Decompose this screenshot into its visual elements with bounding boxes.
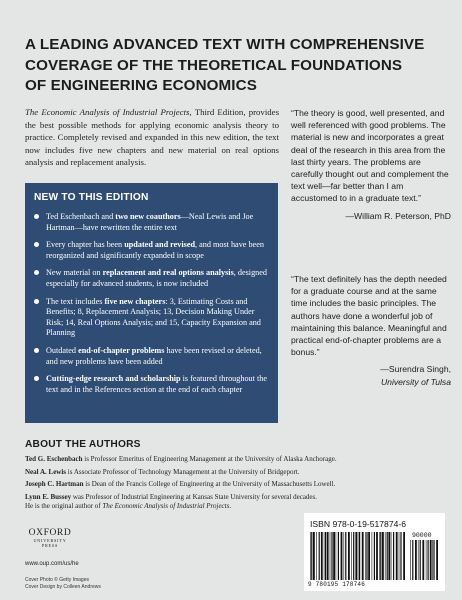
author-name: Lynn E. Bussey [25,492,72,501]
bullet-icon [34,376,39,381]
author-name: Neal A. Lewis [25,467,67,476]
bullet-icon [34,299,39,304]
about-authors [25,455,445,515]
barcode-icon [310,532,406,580]
author-bio: Lynn E. Bussey was Professor of Industrial Engineering at Kansas State University for several decades. [25,492,318,501]
publisher-url[interactable]: www.oup.com/us/he [25,561,79,567]
bullet-icon [34,242,39,247]
new-edition-box [25,183,278,423]
author-bio: Neal A. Lewis is Associate Professor of Technology Management at the University of Bridgeport. [25,467,300,476]
author-name: Joseph C. Hartman [25,480,84,489]
intro-text: , Third Edition, provides the best possible methods for applying economic analysis theory to practice. Completely revised and expanded in this new edition, the text now includes five new chapters and new material on real options analysis and replacement analysis. [25,107,279,168]
bullet-icon [34,270,39,275]
list-item: Cutting-edge research and scholarship is featured throughout the text and in the References section at the end of each chapter [34,374,268,395]
quote-text: “The theory is good, well presented, and well referenced with good problems. The material is new and incorporates a great deal of the research in this area from the last thirty years. The problems are carefully thought out and complement the text well—far better than I am accustomed to in a graduate text.” [291,108,449,204]
barcode-box [304,513,445,591]
barcode-number: 9 780195 178746 [308,581,366,588]
cover-photo-credit: Cover Photo © Getty Images [25,577,89,583]
headline-line: COVERAGE OF THE THEORETICAL FOUNDATIONS [25,56,403,74]
list-item: New material on replacement and real options analysis, designed especially for advanced students, is now included [34,268,268,289]
quote-affiliation: University of Tulsa [380,376,451,387]
book-title: The Economic Analysis of Industrial Projects [25,107,190,117]
headline-line: OF ENGINEERING ECONOMICS [25,77,257,94]
price-barcode-icon [410,540,440,580]
bullet-icon [34,214,39,219]
about-authors-title: ABOUT THE AUTHORS [25,439,141,450]
list-item: Ted Eschenbach and two new coauthors—Neal Lewis and Joe Hartman—have rewritten the entire text [34,212,268,233]
publisher-subtitle: UNIVERSITY PRESS [33,538,67,548]
price-code: 90000 [412,532,432,539]
review-quote [291,107,451,222]
list-item: Outdated end-of-chapter problems have been revised or deleted, and new problems have been added [34,346,268,367]
bullet-icon [34,348,39,353]
quote-attribution: —William R. Peterson, PhD [345,210,451,221]
intro-paragraph [25,106,279,169]
headline-line: A LEADING ADVANCED TEXT WITH COMPREHENSIVE [25,36,425,53]
publisher-logo [25,528,75,546]
author-name: Ted G. Eschenbach [25,455,83,463]
publisher-name: OXFORD [28,528,72,538]
quote-text: “The text definitely has the depth needed for a graduate course and at the same time includes the basic principles. The authors have done a wonderful job of maintaining this balance. Meaningful and practical end-of-chapter problems are a bonus.” [291,274,447,358]
list-item: Every chapter has been updated and revised, and most have been reorganized and significantly expanded in scope [34,240,268,261]
author-note: He is the original author of The Economic Analysis of Industrial Projects. [25,502,232,511]
author-bio: Ted G. Eschenbach is Professor Emeritus of Engineering Management at the University of Alaska Anchorage. [25,455,337,463]
list-item: The text includes five new chapters: 3, Estimating Costs and Benefits; 8, Replacement Analysis; 13, Decision Making Under Risk; 14, Real Options Analysis; and 15, Capacity Expansion and Planning [34,297,268,339]
cover-design-credit: Cover Design by Colleen Andrews [25,584,101,590]
author-bio: Joseph C. Hartman is Dean of the Francis College of Engineering at the University of Massachusetts Lowell. [25,480,336,489]
new-edition-title: NEW TO THIS EDITION [34,192,149,203]
isbn-text: ISBN 978-0-19-517874-6 [310,519,407,529]
review-quote [291,273,451,388]
quote-attribution: —Surendra Singh, [380,364,451,375]
headline [25,35,445,97]
new-edition-list [25,203,278,395]
